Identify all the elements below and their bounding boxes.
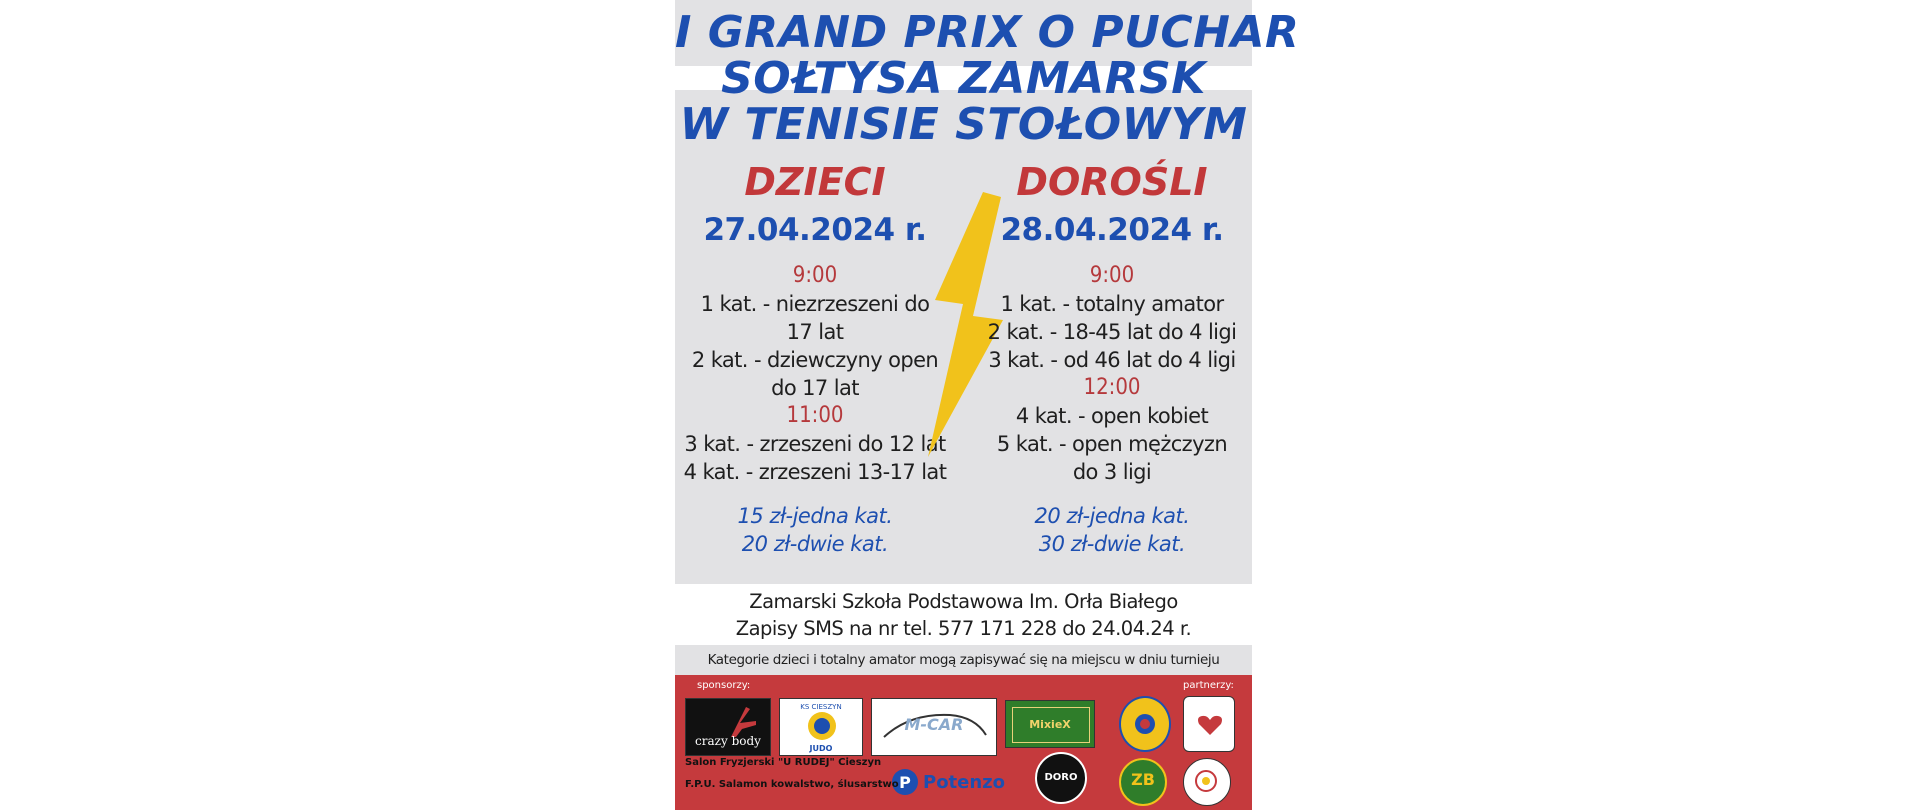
kids-category-line: 17 lat [786, 320, 844, 344]
small-sponsors-text [685, 752, 899, 796]
crazy-body-text: crazy body [695, 734, 761, 748]
judo-text: JUDO [809, 744, 833, 753]
adults-category-line: do 3 ligi [1072, 460, 1152, 484]
adults-category-line: 4 kat. - open kobiet [1015, 404, 1209, 428]
adults-time-1: 9:00 [1089, 263, 1135, 288]
kids-heading: DZIECI [744, 160, 886, 204]
signup-text: Zapisy SMS na nr tel. 577 171 228 do 24.04.24 r. [735, 617, 1192, 640]
adults-date: 28.04.2024 r. [1000, 212, 1224, 248]
title-line-1: I GRAND PRIX O PUCHAR [675, 7, 1300, 58]
partner-round-logo [1183, 758, 1231, 806]
adults-category-line: 5 kat. - open mężczyzn [996, 432, 1228, 456]
zb-logo [1119, 758, 1167, 806]
kids-category-line: do 17 lat [771, 376, 859, 400]
adults-heading: DOROŚLI [1016, 160, 1208, 204]
title-line-2: SOŁTYSA ZAMARSK [721, 53, 1206, 104]
svg-text:P: P [899, 773, 911, 792]
onsite-registration-note: Kategorie dzieci i totalny amator mogą zapisywać się na miejscu w dniu turnieju [707, 652, 1220, 668]
adults-column [972, 160, 1252, 558]
potenzo-text: Potenzo [923, 772, 1006, 793]
adults-category-line: 3 kat. - od 46 lat do 4 ligi [988, 348, 1236, 372]
kids-date: 27.04.2024 r. [703, 212, 927, 248]
adults-price-2: 30 zł-dwie kat. [1038, 532, 1186, 556]
partners-label: partnerzy: [1183, 680, 1234, 691]
heart-icon [1196, 713, 1224, 737]
ks-cieszyn-text: KS CIESZYN [800, 703, 842, 711]
sponsors-label: sponsorzy: [697, 680, 751, 691]
kids-time-1: 9:00 [792, 263, 838, 288]
round-emblem-icon [1194, 769, 1218, 793]
partner-club-crest-logo [1119, 696, 1171, 752]
potenzo-logo [891, 764, 1006, 800]
kids-category-line: 4 kat. - zrzeszeni 13-17 lat [683, 460, 947, 484]
fpu-text: F.P.U. Salamon kowalstwo, ślusarstwo [685, 779, 899, 790]
kids-category-line: 1 kat. - niezrzeszeni do [700, 292, 930, 316]
tournament-poster [675, 0, 1300, 810]
poster-title [675, 7, 1300, 150]
kids-category-line: 2 kat. - dziewczyny open [691, 348, 939, 372]
adults-price-1: 20 zł-jedna kat. [1034, 504, 1190, 528]
kids-price-2: 20 zł-dwie kat. [741, 532, 889, 556]
doro-logo [1035, 752, 1087, 804]
title-line-3: W TENISIE STOŁOWYM [679, 99, 1248, 150]
adults-category-line: 1 kat. - totalny amator [1000, 292, 1224, 316]
partner-heart-crest-logo [1183, 696, 1235, 752]
zb-text: ZB [1131, 770, 1155, 789]
crazy-body-logo [685, 698, 771, 756]
doro-text: DORO [1044, 772, 1078, 783]
adults-category-line: 2 kat. - 18-45 lat do 4 ligi [987, 320, 1237, 344]
adults-time-2: 12:00 [1083, 375, 1141, 400]
salon-text: Salon Fryzjerski "U RUDEJ" Cieszyn [685, 757, 882, 768]
club-crest-icon [1133, 712, 1157, 736]
ks-cieszyn-judo-logo [779, 698, 863, 756]
kids-price-1: 15 zł-jedna kat. [737, 504, 893, 528]
mixex-logo [1005, 700, 1095, 748]
kids-column [675, 160, 955, 558]
kids-category-line: 3 kat. - zrzeszeni do 12 lat [684, 432, 946, 456]
venue-text: Zamarski Szkoła Podstawowa Im. Orła Białego [749, 590, 1178, 613]
kids-time-2: 11:00 [786, 403, 844, 428]
m-car-text: M-CAR [904, 715, 964, 734]
mixex-text: MixieX [1029, 718, 1071, 731]
judo-emblem-icon [804, 711, 840, 741]
event-info [675, 588, 1252, 642]
m-car-logo [871, 698, 997, 756]
